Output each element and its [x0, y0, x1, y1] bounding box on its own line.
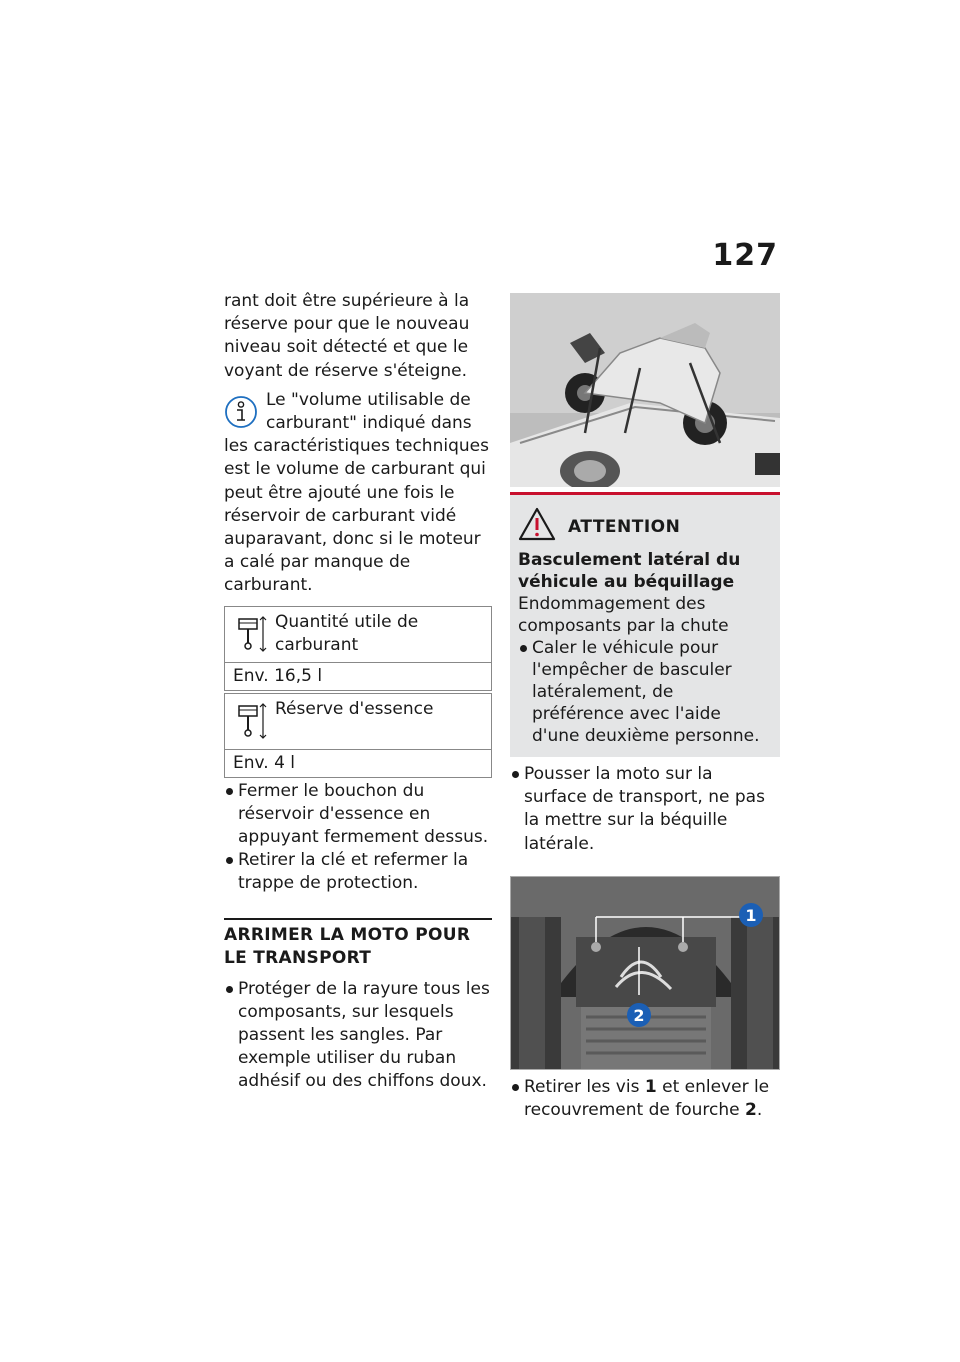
engine-piston-icon [235, 615, 267, 655]
page-number: 127 [712, 238, 778, 273]
callout-2: 2 [633, 1005, 645, 1025]
spec-value: Env. 16,5 l [225, 663, 491, 691]
spec-label: Réserve d'essence [275, 698, 434, 719]
attention-box [510, 495, 780, 757]
left-column [224, 290, 492, 1094]
section-title: ARRIMER LA MOTO POUR LE TRANSPORT [224, 918, 492, 970]
info-note [224, 389, 492, 598]
spec-value: Env. 4 l [225, 750, 491, 778]
info-icon [224, 395, 258, 429]
warning-triangle-icon [518, 507, 556, 541]
right-column [510, 293, 780, 1122]
spec-fuel-capacity [224, 606, 492, 691]
list-item: Retirer les vis 1 et enlever le recouvrement de fourche 2. [510, 1076, 780, 1122]
list-item: Caler le véhicule pour l'empêcher de basculer latéralement, de préférence avec l'aide d'une deuxième personne. [518, 637, 770, 747]
spec-label: Quantité utile de carburant [275, 611, 419, 655]
ref-1: 1 [644, 1076, 657, 1097]
steps-list [224, 780, 492, 896]
list-item: Retirer la clé et refermer la trappe de protection. [224, 849, 492, 895]
steps-list [510, 763, 780, 856]
attention-text: Endommagement des composants par la chute [518, 594, 729, 636]
attention-list [518, 637, 770, 747]
transport-steps-list [224, 978, 492, 1094]
engine-piston-icon [235, 702, 267, 742]
motorcycle-on-trailer-image [510, 293, 780, 487]
attention-heading: Basculement latéral du véhicule au béquillage [518, 550, 741, 592]
callout-1: 1 [745, 905, 757, 925]
intro-paragraph: rant doit être supérieure à la réserve pour que le nouveau niveau soit détecté et que le voyant de réserve s'éteigne. [224, 291, 470, 381]
spec-fuel-reserve [224, 693, 492, 778]
list-item: Fermer le bouchon du réservoir d'essence en appuyant fermement dessus. [224, 780, 492, 850]
final-steps-list [510, 1076, 780, 1122]
fork-cover-image [510, 876, 780, 1070]
attention-title: ATTENTION [568, 517, 681, 537]
list-item: Pousser la moto sur la surface de transport, ne pas la mettre sur la béquille latérale. [510, 763, 780, 856]
list-item: Protéger de la rayure tous les composants, sur lesquels passent les sangles. Par exemple utiliser du ruban adhésif ou des chiffons doux. [224, 978, 492, 1094]
ref-2: 2 [745, 1100, 757, 1121]
note-first-lines: Le "volume utilisable de carburant" indiqué dans [266, 389, 472, 434]
note-rest: les caractéristiques techniques est le volume de carburant qui peut être ajouté une fois le réservoir de carburant vidé auparavant, donc si le moteur a calé par manque de carburant. [224, 436, 489, 596]
